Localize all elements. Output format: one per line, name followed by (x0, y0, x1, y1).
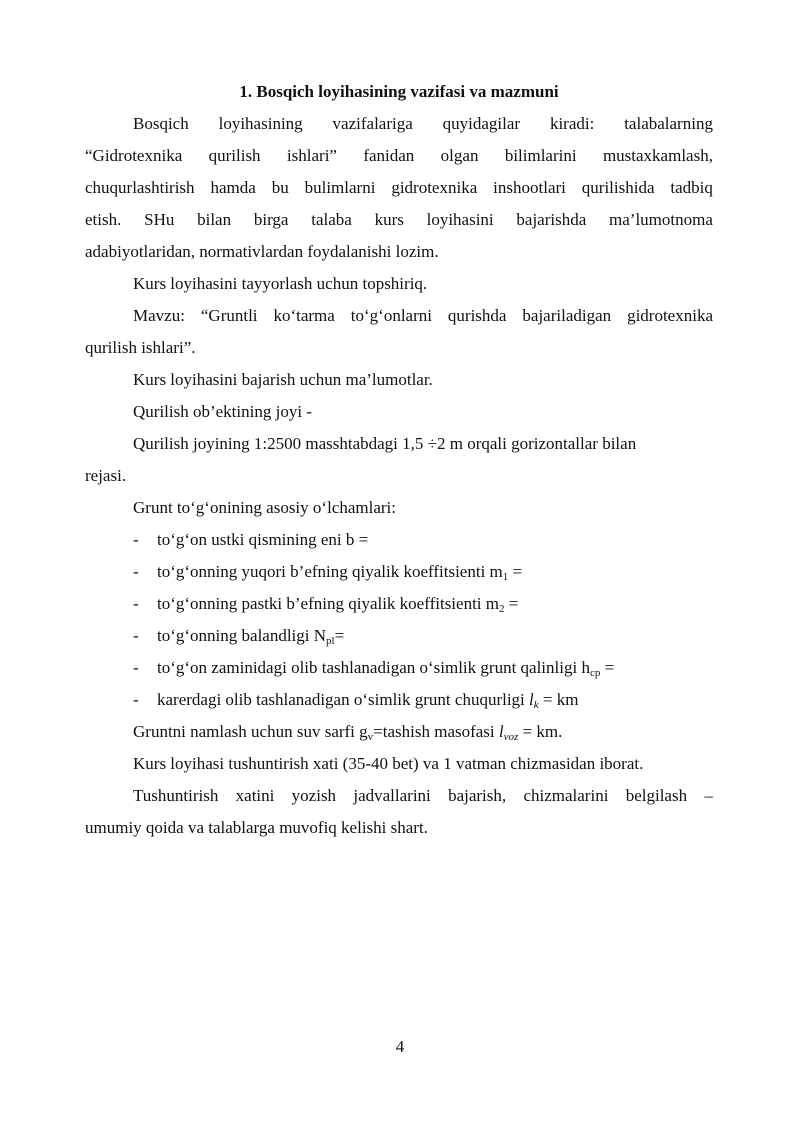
word: jadvallarini (353, 786, 431, 805)
word: birga (253, 210, 289, 229)
paragraph-line: Qurilish joyining 1:2500 masshtabdagi 1,5 ÷2 m orqali gorizontallar bilan (133, 434, 637, 453)
word: vazifalariga (332, 114, 413, 133)
dash-marker: - (133, 626, 139, 645)
word: quyidagilar (442, 114, 521, 133)
list-item: - to‘g‘on ustki qismining eni b = (85, 524, 713, 556)
word: bu (271, 178, 289, 197)
word: belgilash (625, 786, 688, 805)
word: qurilishida (581, 178, 655, 197)
word: – (704, 786, 713, 805)
word: bajarish, (448, 786, 507, 805)
word: fanidan (363, 146, 415, 165)
dash-marker: - (133, 530, 139, 549)
word: bulimlarni (304, 178, 376, 197)
list-item: - to‘g‘on zaminidagi olib tashlanadigan o‘simlik grunt qalinligi $h_{cp}$ = (85, 652, 713, 684)
word: hamda (210, 178, 256, 197)
dash-marker: - (133, 658, 139, 677)
word: mustaxkamlash, (602, 146, 713, 165)
word: talabalarning (624, 114, 713, 133)
paragraph-assignment: Kurs loyihasini tayyorlash uchun topshiriq. (133, 274, 428, 293)
page-number: 4 (395, 1037, 405, 1056)
paragraph-plan (85, 428, 713, 492)
word: ma’lumotnoma (609, 210, 713, 229)
word: yozish (291, 786, 337, 805)
list-item: - to‘g‘onning balandligi $N_{pl}=$ (85, 620, 713, 652)
list-item: - to‘g‘onning pastki b’efning qiyalik koeffitsienti $m_2$ = (85, 588, 713, 620)
paragraph-line: umumiy qoida va talablarga muvofiq kelishi shart. (85, 818, 428, 837)
word: talaba (311, 210, 352, 229)
word: ishlari” (286, 146, 337, 165)
paragraph-line (85, 140, 713, 172)
paragraph-line: Mavzu: “Gruntli ko‘tarma to‘g‘onlarni qurishda bajariladigan gidrotexnika (133, 306, 713, 325)
word: chuqurlashtirish (85, 178, 195, 197)
paragraph-site: Qurilish ob’ektining joyi - (133, 402, 312, 421)
word: inshootlari (493, 178, 566, 197)
page-content (85, 76, 713, 844)
word: xatini (235, 786, 275, 805)
paragraph-line (85, 108, 713, 140)
paragraph-line (85, 204, 713, 236)
list-item: - karerdagi olib tashlanadigan o‘simlik grunt chuqurligi $l_k$ = km (85, 684, 713, 716)
word: Bosqich (133, 114, 189, 133)
word: “Gidrotexnika (85, 146, 183, 165)
paragraph-line: rejasi. (85, 466, 127, 485)
word: etish. (85, 210, 122, 229)
paragraph-dimensions: Grunt to‘g‘onining asosiy o‘lchamlari: (133, 498, 396, 517)
dash-marker: - (133, 562, 139, 581)
word: chizmalarini (523, 786, 609, 805)
word: kurs (374, 210, 404, 229)
word: SHu (144, 210, 175, 229)
word: olgan (440, 146, 479, 165)
paragraph-line (85, 780, 713, 812)
paragraph-line: qurilish ishlari”. (85, 338, 196, 357)
word: kiradi: (549, 114, 595, 133)
section-heading: 1. Bosqich loyihasining vazifasi va mazmuni (239, 82, 559, 101)
word: bilan (197, 210, 232, 229)
word: loyihasini (426, 210, 494, 229)
paragraph-line: adabiyotlaridan, normativlardan foydalanishi lozim. (85, 242, 439, 261)
dash-marker: - (133, 594, 139, 613)
word: loyihasining (218, 114, 303, 133)
paragraph-water: Gruntni namlash uchun suv sarfi $g_v=tashish$ masofasi $l_{voz}$ = km. (133, 722, 563, 743)
word: bajarishda (516, 210, 587, 229)
dash-marker: - (133, 690, 139, 709)
paragraph-topic (85, 300, 713, 364)
paragraph-composition: Kurs loyihasi tushuntirish xati (35-40 bet) va 1 vatman chizmasidan iborat. (133, 754, 644, 773)
word: tadbiq (670, 178, 713, 197)
paragraph-intro (85, 108, 713, 268)
paragraph-requirements (85, 780, 713, 844)
word: gidrotexnika (391, 178, 478, 197)
list-item: - to‘g‘onning yuqori b’efning qiyalik koeffitsienti $m_1$ = (85, 556, 713, 588)
paragraph-line (85, 172, 713, 204)
word: qurilish (208, 146, 261, 165)
word: bilimlarini (504, 146, 577, 165)
dimension-list (85, 524, 713, 716)
word: Tushuntirish (133, 786, 219, 805)
paragraph-data-intro: Kurs loyihasini bajarish uchun ma’lumotlar. (133, 370, 433, 389)
